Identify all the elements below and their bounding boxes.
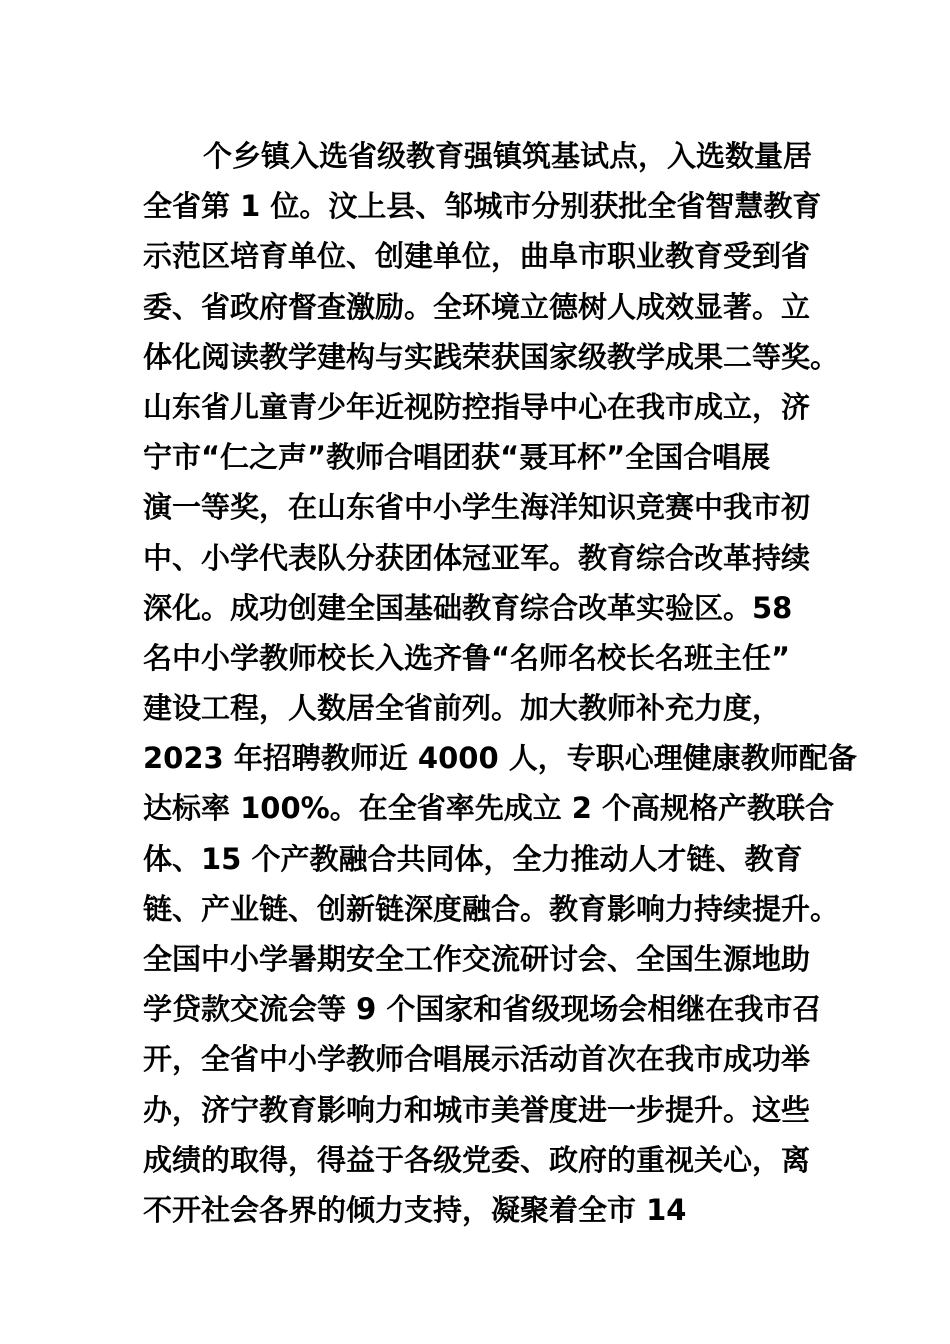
text-line: 成绩的取得，得益于各级党委、政府的重视关心，离	[143, 1142, 811, 1177]
text-line: 深化。成功创建全国基础教育综合改革实验区。58	[143, 590, 793, 625]
text-line: 山东省儿童青少年近视防控指导中心在我市成立，济	[143, 389, 811, 424]
text-line: 名中小学教师校长入选齐鲁“名师名校长名班主任”	[143, 640, 791, 675]
text-line: 宁市“仁之声”教师合唱团获“聂耳杯”全国合唱展	[143, 440, 771, 475]
text-line: 全国中小学暑期安全工作交流研讨会、全国生源地助	[143, 942, 811, 976]
text-line: 全省第 1 位。汶上县、邹城市分别获批全省智慧教育	[143, 189, 822, 224]
text-line: 2023 年招聘教师近 4000 人，专职心理健康教师配备	[143, 741, 857, 776]
text-line: 体化阅读教学建构与实践荣获国家级教学成果二等奖。	[143, 339, 840, 374]
text-line: 开，全省中小学教师合唱展示活动首次在我市成功举	[143, 1042, 811, 1077]
text-line: 办，济宁教育影响力和城市美誉度进一步提升。这些	[143, 1092, 811, 1127]
text-line: 示范区培育单位、创建单位，曲阜市职业教育受到省	[143, 239, 811, 274]
text-line: 达标率 100%。在全省率先成立 2 个高规格产教联合	[143, 791, 835, 826]
text-line: 个乡镇入选省级教育强镇筑基试点，入选数量居	[203, 139, 813, 173]
text-line: 演一等奖，在山东省中小学生海洋知识竞赛中我市初	[143, 490, 811, 525]
text-line: 不开社会各界的倾力支持，凝聚着全市 14	[143, 1192, 687, 1227]
body-paragraph	[143, 131, 857, 1235]
text-line: 体、15 个产教融合共同体，全力推动人才链、教育	[143, 841, 803, 876]
text-line: 委、省政府督查激励。全环境立德树人成效显著。立	[143, 289, 811, 324]
text-line: 链、产业链、创新链深度融合。教育影响力持续提升。	[143, 891, 840, 926]
text-line: 建设工程，人数居全省前列。加大教师补充力度，	[143, 691, 782, 726]
text-line: 学贷款交流会等 9 个国家和省级现场会相继在我市召	[143, 992, 822, 1027]
text-line: 中、小学代表队分获团体冠亚军。教育综合改革持续	[143, 540, 811, 575]
